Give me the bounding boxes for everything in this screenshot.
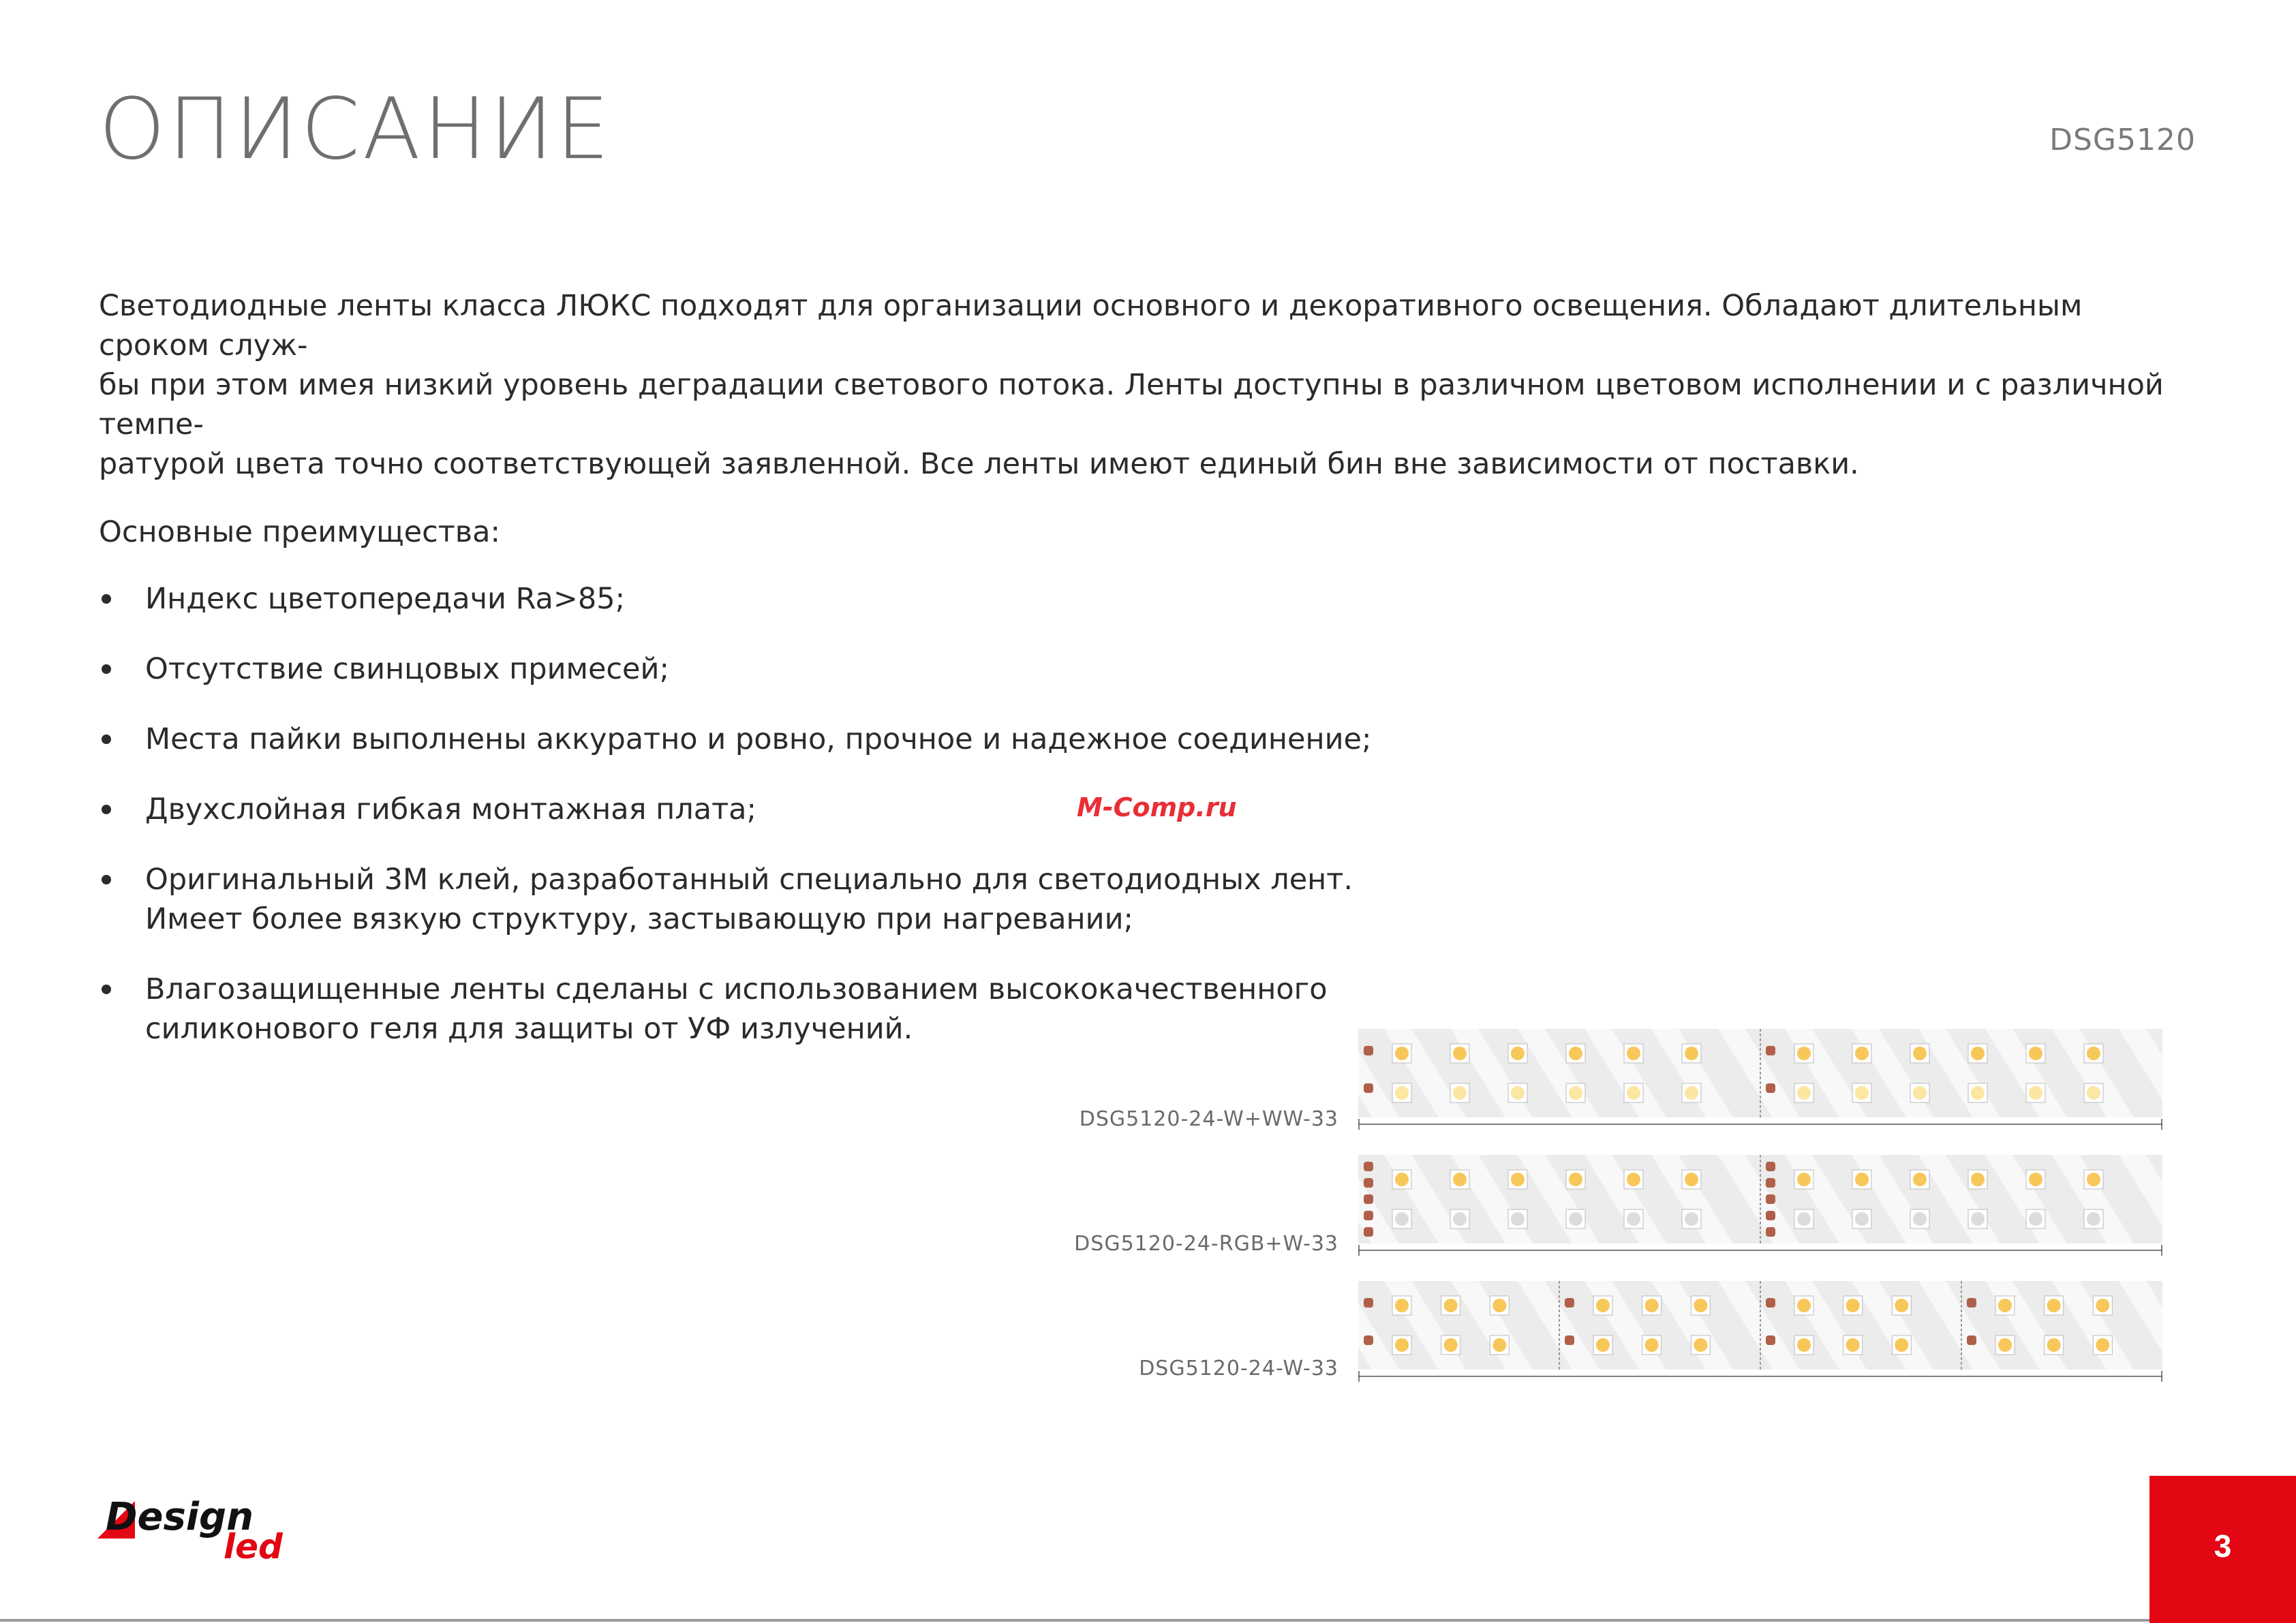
led-dot — [1913, 1173, 1927, 1186]
led-dot — [1971, 1212, 1985, 1226]
intro-line: ратурой цвета точно соответствующей заявленной. Все ленты имеют единый бин вне зависимости от поставки. — [99, 447, 1859, 481]
led-dot — [1855, 1086, 1869, 1100]
list-item-text: Отсутствие свинцовых примесей; — [145, 652, 669, 686]
solder-pad — [1766, 1178, 1775, 1188]
solder-pad — [1364, 1178, 1373, 1188]
led-dot — [2096, 1299, 2109, 1312]
led-strip-rgb-w-image — [1358, 1155, 2162, 1257]
led-dot — [1685, 1212, 1698, 1226]
led-dot — [1971, 1047, 1985, 1060]
list-item-text: Места пайки выполнены аккуратно и ровно, прочное и надежное соединение; — [145, 722, 1372, 756]
led-dot — [2047, 1338, 2061, 1352]
led-dot — [1797, 1173, 1811, 1186]
led-dot — [1569, 1047, 1582, 1060]
solder-pad — [1364, 1211, 1373, 1220]
list-item-text: Влагозащищенные ленты сделаны с использованием высококачественного — [145, 972, 1328, 1006]
solder-pad — [1766, 1211, 1775, 1220]
solder-pad — [1364, 1335, 1373, 1345]
led-dot — [1694, 1299, 1707, 1312]
led-dot — [1846, 1299, 1860, 1312]
led-dot — [1846, 1338, 1860, 1352]
design-led-logo — [97, 1487, 329, 1562]
solder-pad — [1364, 1046, 1373, 1055]
led-dot — [1511, 1047, 1525, 1060]
led-dot — [1493, 1299, 1506, 1312]
led-dot — [1569, 1086, 1582, 1100]
list-item-text: силиконового геля для защиты от УФ излучений. — [145, 1012, 913, 1046]
bullet-icon — [102, 594, 111, 604]
page-number: 3 — [2214, 1528, 2232, 1564]
bullet-icon — [102, 735, 111, 744]
solder-pad — [1565, 1335, 1574, 1345]
strip-label: DSG5120-24-W+WW-33 — [1079, 1107, 1338, 1131]
led-dot — [1645, 1299, 1659, 1312]
solder-pad — [1766, 1046, 1775, 1055]
solder-pad — [1766, 1194, 1775, 1204]
led-dot — [2029, 1173, 2042, 1186]
page-number-box — [2149, 1476, 2296, 1623]
led-dot — [1395, 1299, 1409, 1312]
intro-line: Светодиодные ленты класса ЛЮКС подходят для организации основного и декоративного освещения. Обладают длительным сроком служ- — [99, 289, 2083, 362]
document-code: DSG5120 — [2049, 123, 2196, 157]
led-strip-w-image — [1358, 1281, 2162, 1383]
list-item-text: Оригинальный 3M клей, разработанный специально для светодиодных лент. — [145, 863, 1353, 897]
solder-pad — [1364, 1083, 1373, 1093]
content-body — [99, 286, 2184, 1079]
solder-pad — [1766, 1335, 1775, 1345]
list-item-text: Индекс цветопередачи Ra>85; — [145, 582, 626, 616]
list-item — [99, 860, 2184, 939]
solder-pad — [1364, 1162, 1373, 1171]
led-dot — [1596, 1338, 1610, 1352]
led-dot — [1685, 1086, 1698, 1100]
bullet-icon — [102, 805, 111, 814]
list-item — [99, 649, 2184, 689]
bullet-icon — [102, 664, 111, 674]
led-dot — [1685, 1173, 1698, 1186]
led-dot — [1444, 1299, 1458, 1312]
list-item-text: Имеет более вязкую структуру, застывающую при нагревании; — [145, 902, 1134, 936]
svg-text:Design: Design — [106, 1495, 254, 1539]
list-item — [99, 720, 2184, 759]
watermark: M-Comp.ru — [1077, 792, 1237, 822]
led-dot — [2029, 1212, 2042, 1226]
led-strip-w-ww-image — [1358, 1029, 2162, 1131]
led-dot — [2087, 1086, 2100, 1100]
led-dot — [1971, 1173, 1985, 1186]
led-dot — [2047, 1299, 2061, 1312]
led-dot — [1627, 1173, 1640, 1186]
solder-pad — [1766, 1298, 1775, 1308]
led-dot — [1395, 1212, 1409, 1226]
led-dot — [1797, 1338, 1811, 1352]
solder-pad — [1565, 1298, 1574, 1308]
led-dot — [1998, 1338, 2012, 1352]
led-dot — [1627, 1047, 1640, 1060]
led-dot — [1797, 1212, 1811, 1226]
led-dot — [1511, 1173, 1525, 1186]
led-dot — [1913, 1047, 1927, 1060]
led-dot — [1395, 1047, 1409, 1060]
led-dot — [2087, 1047, 2100, 1060]
led-dot — [1395, 1338, 1409, 1352]
led-dot — [1913, 1086, 1927, 1100]
list-item — [99, 579, 2184, 619]
led-dot — [1694, 1338, 1707, 1352]
solder-pad — [1364, 1194, 1373, 1204]
led-dot — [1569, 1173, 1582, 1186]
led-dot — [1596, 1299, 1610, 1312]
led-dot — [2096, 1338, 2109, 1352]
led-dot — [2029, 1086, 2042, 1100]
solder-pad — [1967, 1298, 1976, 1308]
led-dot — [1627, 1086, 1640, 1100]
svg-text:led: led — [224, 1527, 283, 1562]
strip-label: DSG5120-24-W-33 — [1139, 1357, 1338, 1380]
led-dot — [1971, 1086, 1985, 1100]
led-dot — [2087, 1173, 2100, 1186]
led-dot — [1998, 1299, 2012, 1312]
list-item-text: Двухслойная гибкая монтажная плата; — [145, 792, 756, 826]
solder-pad — [1766, 1083, 1775, 1093]
led-dot — [1895, 1299, 1908, 1312]
solder-pad — [1967, 1335, 1976, 1345]
led-dot — [1913, 1212, 1927, 1226]
led-dot — [1444, 1338, 1458, 1352]
led-dot — [1797, 1086, 1811, 1100]
led-dot — [1395, 1086, 1409, 1100]
footer-divider — [0, 1619, 2149, 1622]
solder-pad — [1364, 1227, 1373, 1237]
led-dot — [1627, 1212, 1640, 1226]
led-dot — [1453, 1212, 1467, 1226]
led-dot — [1453, 1047, 1467, 1060]
led-dot — [1645, 1338, 1659, 1352]
solder-pad — [1766, 1227, 1775, 1237]
led-dot — [1511, 1086, 1525, 1100]
led-dot — [2029, 1047, 2042, 1060]
solder-pad — [1766, 1162, 1775, 1171]
led-dot — [1511, 1212, 1525, 1226]
led-dot — [1395, 1173, 1409, 1186]
led-dot — [1453, 1173, 1467, 1186]
intro-line: бы при этом имея низкий уровень деградации светового потока. Ленты доступны в различном цветовом исполнении и с различной темпе- — [99, 368, 2164, 442]
intro-paragraph — [99, 286, 2184, 484]
page-title: ОПИСАНИЕ — [99, 80, 613, 179]
led-dot — [1855, 1212, 1869, 1226]
led-dot — [1855, 1047, 1869, 1060]
bullet-icon — [102, 985, 111, 994]
led-dot — [1569, 1212, 1582, 1226]
led-dot — [2087, 1212, 2100, 1226]
led-dot — [1685, 1047, 1698, 1060]
advantages-heading: Основные преимущества: — [99, 515, 500, 549]
led-dot — [1855, 1173, 1869, 1186]
led-dot — [1797, 1047, 1811, 1060]
led-dot — [1895, 1338, 1908, 1352]
led-dot — [1493, 1338, 1506, 1352]
bullet-icon — [102, 875, 111, 884]
strip-label: DSG5120-24-RGB+W-33 — [1074, 1232, 1338, 1256]
led-dot — [1797, 1299, 1811, 1312]
solder-pad — [1364, 1298, 1373, 1308]
led-dot — [1453, 1086, 1467, 1100]
